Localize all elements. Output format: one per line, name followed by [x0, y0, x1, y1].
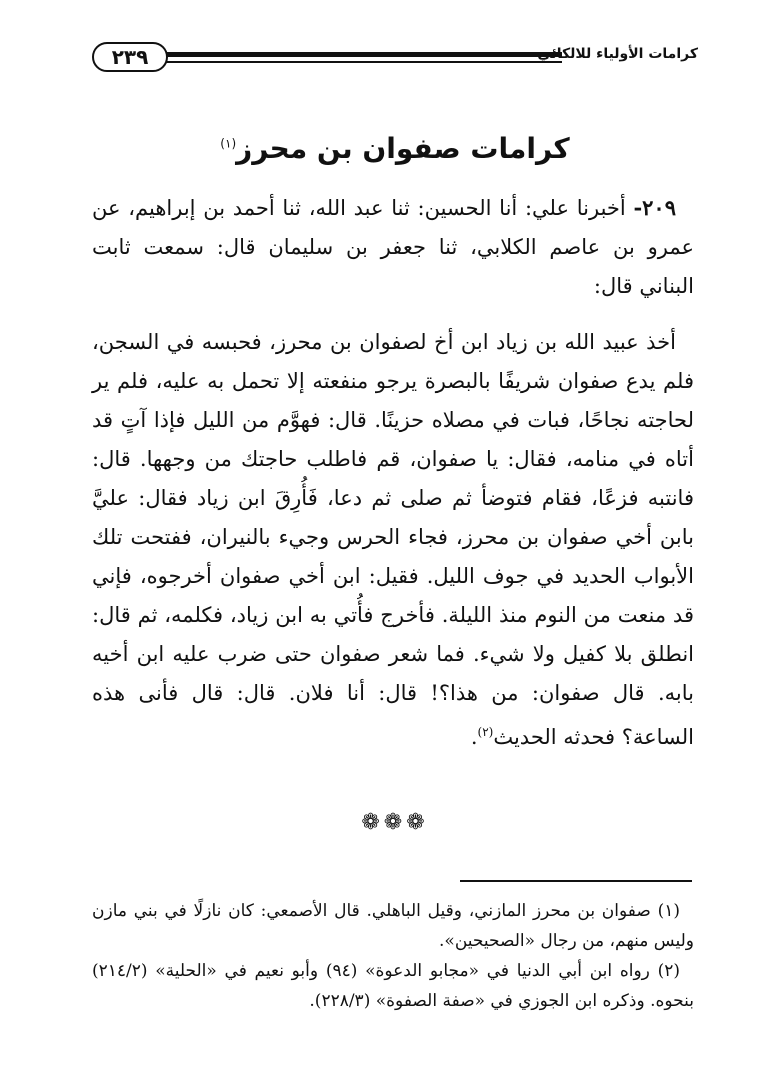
hadith-matn	[92, 323, 694, 757]
header-rule-thin	[166, 61, 562, 63]
footnote-1	[92, 896, 694, 956]
page-number: ٢٣٩	[92, 42, 168, 72]
footnote-number: (١)	[657, 901, 680, 921]
header-rule-thick	[166, 52, 562, 57]
footnote-ref-2: (٢)	[477, 725, 494, 739]
footnote-2	[92, 956, 694, 1016]
footnote-number: (٢)	[657, 961, 681, 981]
matn-end-mark: .	[470, 725, 478, 749]
page-header	[92, 40, 698, 80]
section-ornament: ❁❁❁	[361, 810, 429, 835]
footnote-ref-1: (١)	[220, 136, 237, 151]
matn-text: أخذ عبيد الله بن زياد ابن أخ لصفوان بن محرز، فحبسه في السجن، فلم يدع صفوان شريفًا بالبصرة يرجو منفعته إلا تحمل به عليه، فلم ير لحاجته نجاحًا، فبات في مصلاه حزينًا. قال: فهوَّم من الليل فإذا آتٍ قد أتاه في منامه، فقال: يا صفوان، قم فاطلب حاجتك من وجهها. قال: فانتبه فزعًا، فقام فتوضأ ثم صلى ثم دعا، فَأُرِقَ ابن زياد فقال: عليَّ بابن أخي صفوان بن محرز، فجاء الحرس وجيء بالنيران، ففتحت تلك الأبواب الحديد في جوف الليل. فقيل: ابن أخي صفوان أخرجوه، فإني قد منعت من النوم منذ الليلة. فأخرج فأُتي به ابن زياد، فكلمه، ثم قال: انطلق بلا كفيل ولا شيء. فما شعر صفوان حتى ضرب عليه ابن أخيه بابه. قال صفوان: من هذا؟! قال: أنا فلان. قال: قال فأنى هذه الساعة؟ فحدثه الحديث	[92, 330, 694, 749]
footnote-text: صفوان بن محرز المازني، وقيل الباهلي. قال الأصمعي: كان نازلًا في بني مازن وليس منهم، من رجال «الصحيحين».	[92, 901, 694, 951]
chapter-title	[92, 132, 698, 165]
footnote-text: رواه ابن أبي الدنيا في «مجابو الدعوة» (٩٤) وأبو نعيم في «الحلية» (٢١٤/٢) بنحوه. وذكره ابن الجوزي في «صفة الصفوة» (٢٢٨/٣).	[92, 961, 694, 1011]
isnad-text: أخبرنا علي: أنا الحسين: ثنا عبد الله، ثنا أحمد بن إبراهيم، عن عمرو بن عاصم الكلابي، ثنا جعفر بن سليمان قال: سمعت ثابت البناني قال:	[92, 196, 694, 298]
footnotes	[92, 896, 694, 1016]
running-title: كرامات الأولياء للالكائي	[537, 46, 698, 62]
body-text	[92, 188, 694, 757]
footnote-divider	[460, 880, 692, 882]
hadith-isnad	[92, 188, 694, 306]
hadith-number: ٢٠٩-	[633, 195, 676, 220]
chapter-title-text: كرامات صفوان بن محرز	[236, 132, 570, 165]
